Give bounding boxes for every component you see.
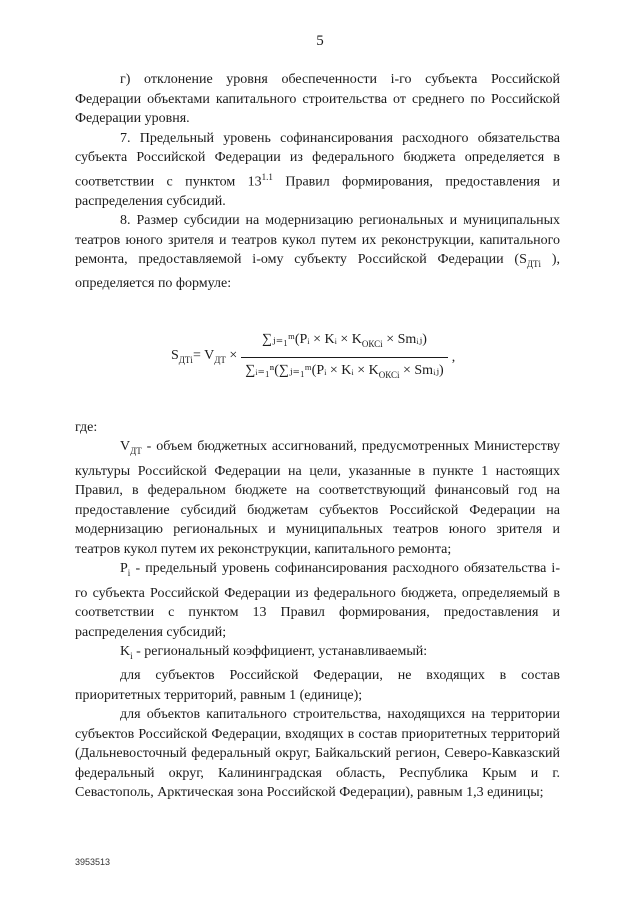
paragraph-7-start: 7. Предельный уровень софинансирования расходного обязательства субъекта Российской Федерации из федерального бюджета определяется в соответствии с пунктом 13 bbox=[75, 130, 560, 190]
definition-p: $P_i$ - предельный уровень софинансирования расходного обязательства i-го субъекта Российской Федерации из федерального бюджета, определяемый в соответствии с пунктом 13 Правил формирования, предоставления и распределения субсидий; bbox=[75, 561, 560, 640]
formula-eq-v: = $V_{ДТ}$ × bbox=[192, 347, 238, 365]
paragraph-8-sub: ДТi bbox=[526, 258, 542, 269]
paragraph-7-end: Правил формирования, предоставления и распределения субсидий. bbox=[75, 174, 560, 209]
paragraph-g: г) отклонение уровня обеспеченности i-го субъекта Российской Федерации объектами капитального строительства от среднего по Российской Федерации уровня. bbox=[75, 72, 560, 126]
formula-trail: , bbox=[451, 350, 456, 366]
k-case-priority: для объектов капитального строительства, находящихся на территории субъектов Российской Федерации, входящих в состав приоритетных территорий (Дальневосточный федеральный округ, Байкальский регион, Северо-Кавказский федеральный округ, Калининградская область, Республика Крым и г. Севастополь, Арктическая зона Российской Федерации), равным 1,3 единицы; bbox=[75, 707, 560, 801]
definition-k: $K_i$ - региональный коэффициент, устанавливаемый: bbox=[120, 644, 428, 661]
paragraph-8-start: 8. Размер субсидии на модернизацию региональных и муниципальных театров юного зрителя и театров кукол путем их реконструкции, капитального ремонта, предоставляемой i-ому субъекту Российской Федерации (S bbox=[75, 213, 560, 268]
page-number: 5 bbox=[316, 33, 324, 49]
subsidy-formula bbox=[75, 328, 560, 388]
where-label: где: bbox=[75, 419, 98, 435]
formula-numerator: ∑ⱼ₌₁ᵐ(Pᵢ × Kᵢ × $K_{ОКСi}$ × Smᵢⱼ) bbox=[262, 332, 427, 349]
paragraph-7 bbox=[75, 129, 560, 212]
paragraph-8-end: ), определяется по формуле: bbox=[75, 252, 560, 292]
formula-fraction bbox=[241, 330, 447, 386]
document-body bbox=[75, 70, 560, 803]
k-case-non-priority: для субъектов Российской Федерации, не входящих в состав приоритетных территорий, равным 1 (единице); bbox=[75, 668, 560, 703]
formula-lhs: $S_{ДТi}$ bbox=[171, 347, 193, 365]
formula-denominator: ∑ᵢ₌₁ⁿ(∑ⱼ₌₁ᵐ(Pᵢ × Kᵢ × $K_{ОКСi}$ × Smᵢⱼ) bbox=[241, 357, 447, 385]
paragraph-7-sup: 1.1 bbox=[261, 171, 273, 182]
paragraph-8 bbox=[75, 211, 560, 294]
document-code: 3953513 bbox=[75, 857, 111, 867]
definition-v: $V_{ДТ}$ - объем бюджетных ассигнований, предусмотренных Министерству культуры Российской Федерации на цели, указанные в пункте 1 настоящих Правил, в федеральном бюджете на соответствующий финансовый год на предоставление субсидий бюджетам субъектов Российской Федерации на модернизацию региональных и муниципальных театров юного зрителя и театров кукол путем их реконструкции, капитального ремонта; bbox=[75, 439, 560, 557]
